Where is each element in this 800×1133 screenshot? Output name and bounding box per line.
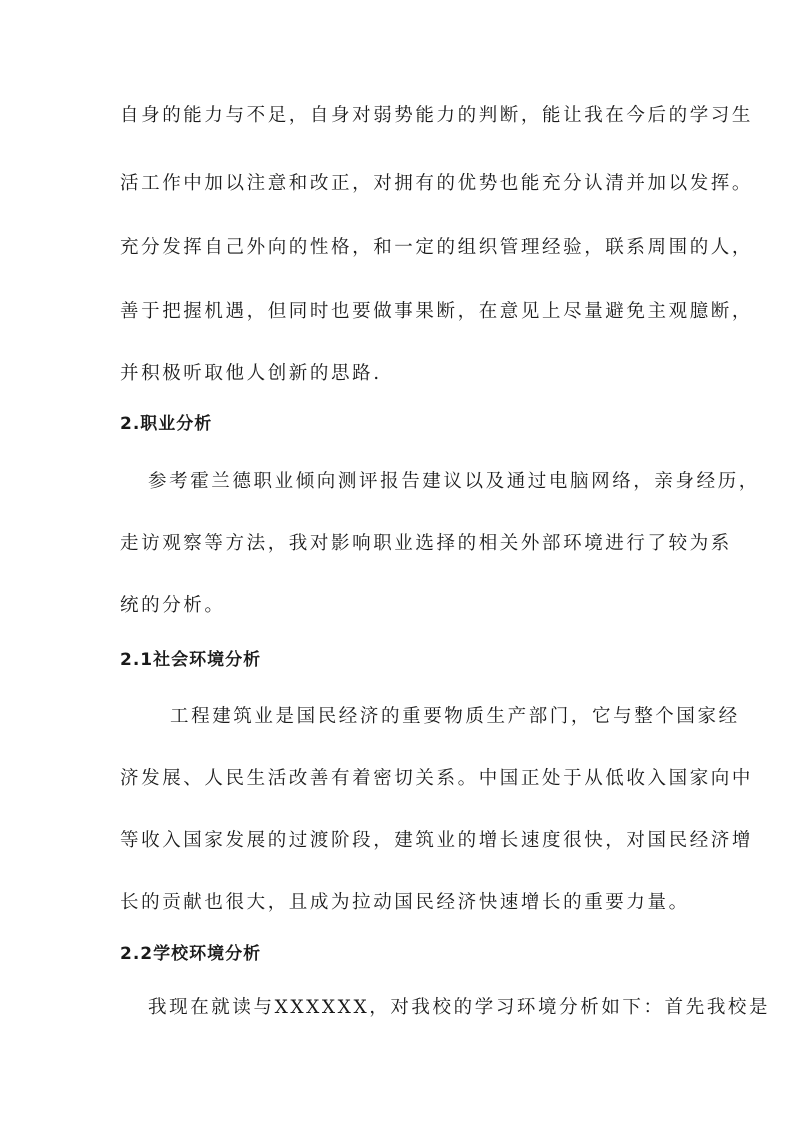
text-line: 工程建筑业是国民经济的重要物质生产部门，它与整个国家经 xyxy=(170,706,740,727)
text-line: 善于把握机遇，但同时也要做事果断，在意见上尽量避免主观臆断， xyxy=(120,301,754,322)
text-line: 统的分析。 xyxy=(120,595,226,616)
section-heading-school-environment: 2.2学校环境分析 xyxy=(120,944,262,964)
text-line: 济发展、人民生活改善有着密切关系。中国正处于从低收入国家向中 xyxy=(120,768,754,789)
text-line: 参考霍兰德职业倾向测评报告建议以及通过电脑网络，亲身经历， xyxy=(148,471,760,492)
text-line: 并积极听取他人创新的思路. xyxy=(120,363,382,384)
text-line: 我现在就读与XXXXXX，对我校的学习环境分析如下：首先我校是 xyxy=(148,997,771,1018)
text-line: 充分发挥自己外向的性格，和一定的组织管理经验，联系周围的人， xyxy=(120,237,754,258)
text-line: 自身的能力与不足，自身对弱势能力的判断，能让我在今后的学习生 xyxy=(120,105,754,126)
text-line: 走访观察等方法，我对影响职业选择的相关外部环境进行了较为系 xyxy=(120,533,732,554)
text-line: 活工作中加以注意和改正，对拥有的优势也能充分认清并加以发挥。 xyxy=(120,173,754,194)
text-line: 等收入国家发展的过渡阶段，建筑业的增长速度很快，对国民经济增 xyxy=(120,830,754,851)
section-heading-career-analysis: 2.职业分析 xyxy=(120,414,213,434)
section-heading-social-environment: 2.1社会环境分析 xyxy=(120,650,262,670)
text-line: 长的贡献也很大，且成为拉动国民经济快速增长的重要力量。 xyxy=(120,892,690,913)
